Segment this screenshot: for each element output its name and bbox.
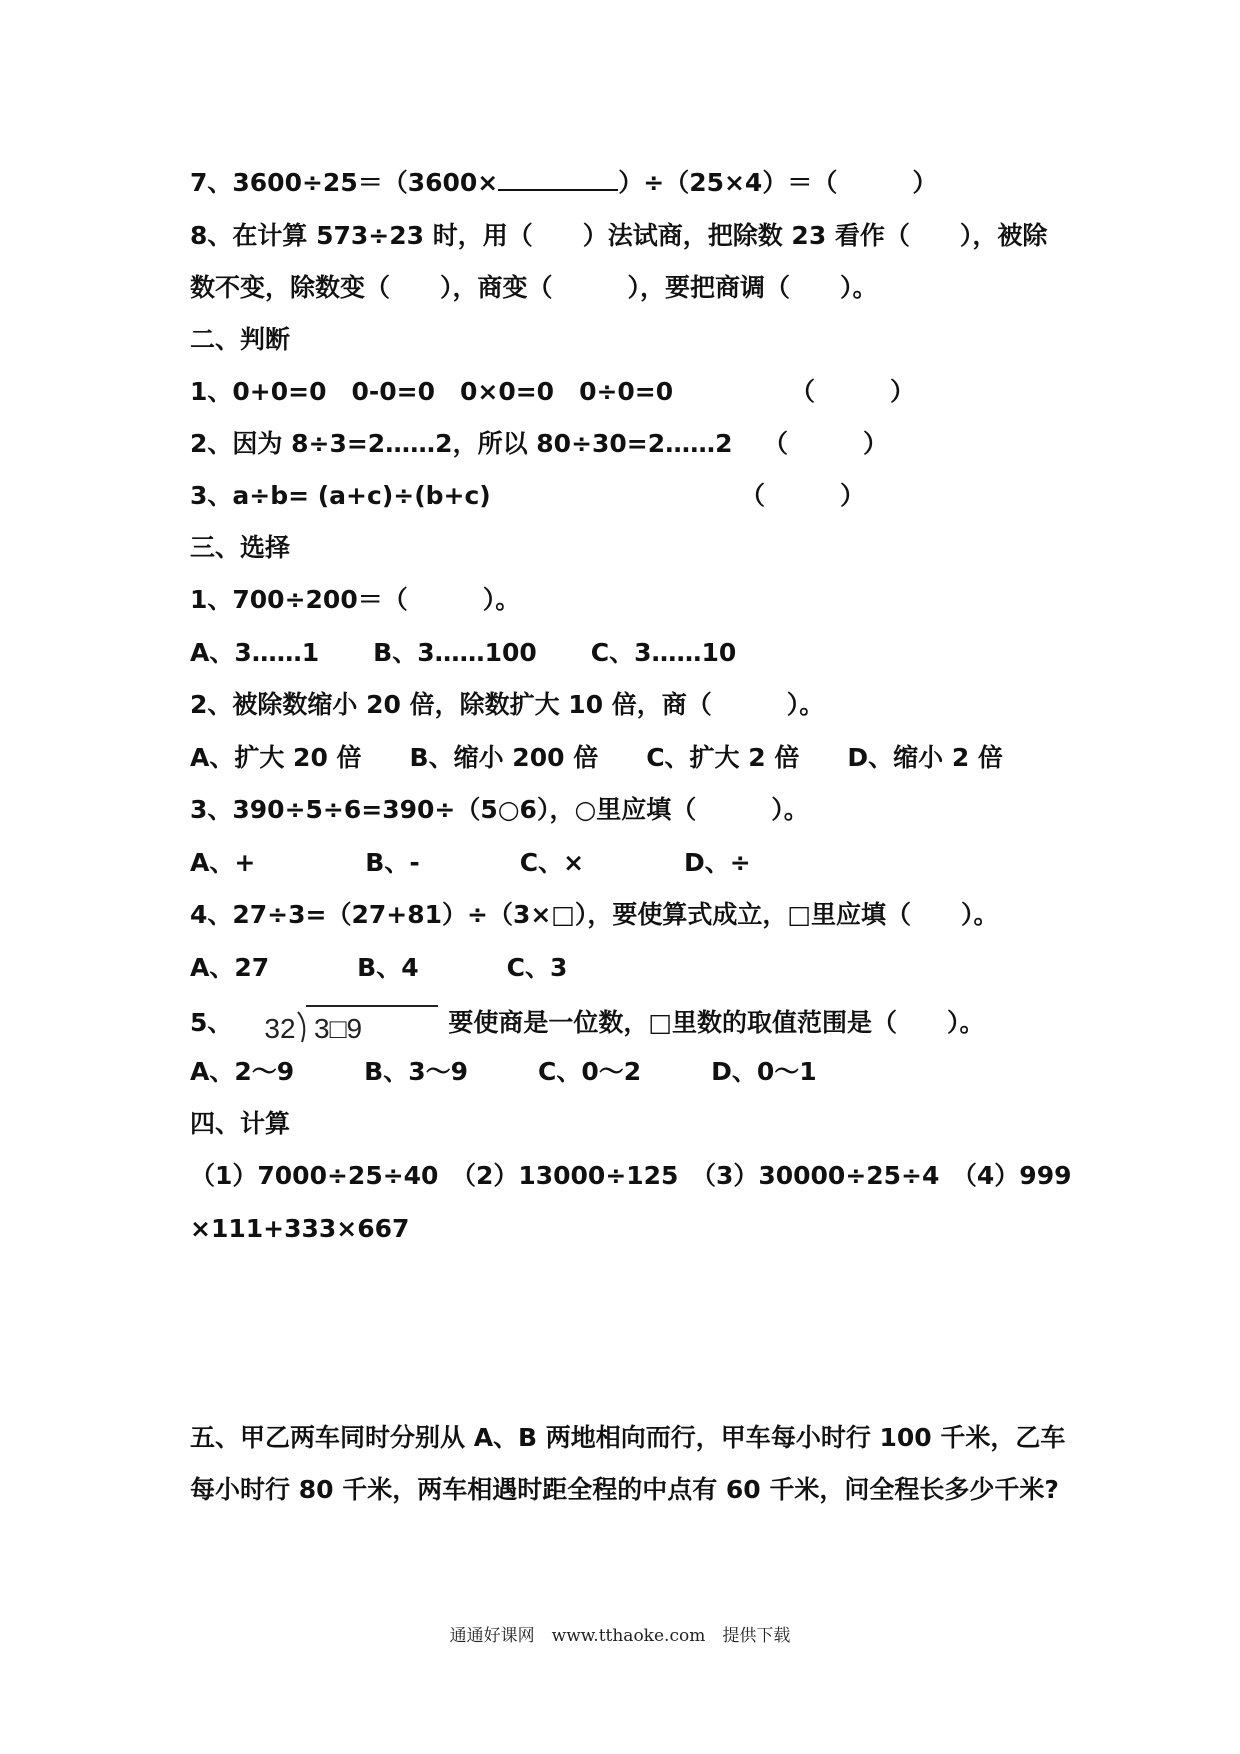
option-a: A、+ <box>190 848 256 877</box>
section-4-title: 四、计算 <box>190 1109 291 1138</box>
judge-item-2-paren: （ ） <box>763 429 889 458</box>
question-7 <box>190 166 1070 200</box>
option-b: B、3……100 <box>373 638 537 667</box>
divisor-text: 32 <box>264 1013 296 1044</box>
long-division-figure <box>242 1002 438 1046</box>
question-8-line-1: 8、在计算 573÷23 时，用（ ）法试商，把除数 23 看作（ ），被除 <box>190 221 1048 250</box>
long-division-svg <box>242 1002 438 1046</box>
choice-4-stem: 4、27÷3=（27+81）÷（3×□），要使算式成立，□里应填（ ）。 <box>190 900 999 929</box>
section-3-title: 三、选择 <box>190 533 291 562</box>
option-c: C、3……10 <box>590 638 737 667</box>
page-footer: 通通好课网 www.tthaoke.com 提供下载 <box>449 1626 791 1646</box>
option-b: B、缩小 200 倍 <box>409 743 599 772</box>
question-7-suffix: ）÷（25×4）＝（ ） <box>618 168 938 197</box>
option-a: A、27 <box>190 953 270 982</box>
choice-1-options <box>190 636 1070 670</box>
choice-5-prefix: 5、 <box>190 1008 233 1037</box>
question-8-line-2: 数不变，除数变（ ），商变（ ），要把商调（ ）。 <box>190 273 878 302</box>
word-problem-line-2: 每小时行 80 千米，两车相遇时距全程的中点有 60 千米，问全程长多少千米? <box>190 1475 1059 1504</box>
option-d: D、缩小 2 倍 <box>847 743 1003 772</box>
question-7-prefix: 7、3600÷25＝（3600× <box>190 168 499 197</box>
option-b: B、- <box>365 848 420 877</box>
choice-5-suffix: 要使商是一位数，□里数的取值范围是（ ）。 <box>448 1008 985 1037</box>
dividend-text: 3□9 <box>314 1013 363 1044</box>
word-problem-line-1: 五、甲乙两车同时分别从 A、B 两地相向而行，甲车每小时行 100 千米，乙车 <box>190 1423 1066 1452</box>
choice-5-options <box>190 1055 1070 1089</box>
answer-blank <box>498 167 618 191</box>
option-a: A、扩大 20 倍 <box>190 743 362 772</box>
judge-item-1: 1、0+0=0 0-0=0 0×0=0 0÷0=0 <box>190 377 674 406</box>
choice-1-stem: 1、700÷200＝（ ）。 <box>190 585 521 614</box>
calc-line-2: ×111+333×667 <box>190 1214 410 1243</box>
option-c: C、扩大 2 倍 <box>646 743 800 772</box>
option-a: A、3……1 <box>190 638 320 667</box>
option-a: A、2～9 <box>190 1057 295 1086</box>
judge-item-3: 3、a÷b= (a+c)÷(b+c) <box>190 481 491 510</box>
choice-2-stem: 2、被除数缩小 20 倍，除数扩大 10 倍，商（ ）。 <box>190 690 825 719</box>
option-c: C、0～2 <box>538 1057 642 1086</box>
judge-item-3-paren: （ ） <box>740 481 866 510</box>
choice-4-options <box>190 951 1070 985</box>
judge-item-1-paren: （ ） <box>790 377 916 406</box>
option-d: D、÷ <box>684 848 751 877</box>
option-c: C、× <box>519 848 585 877</box>
option-b: B、4 <box>357 953 419 982</box>
choice-2-options <box>190 741 1070 775</box>
choice-5-stem <box>190 1001 1070 1046</box>
option-c: C、3 <box>506 953 568 982</box>
division-bracket <box>298 1012 304 1042</box>
section-2-title: 二、判断 <box>190 325 291 354</box>
option-d: D、0～1 <box>711 1057 817 1086</box>
choice-3-options <box>190 846 1070 880</box>
option-b: B、3～9 <box>364 1057 468 1086</box>
calc-line-1: （1）7000÷25÷40 （2）13000÷125 （3）30000÷25÷4 （4）999 <box>190 1161 1072 1190</box>
judge-item-2: 2、因为 8÷3=2……2，所以 80÷30=2……2 <box>190 429 733 458</box>
choice-3-stem: 3、390÷5÷6=390÷（5○6），○里应填（ ）。 <box>190 795 809 824</box>
